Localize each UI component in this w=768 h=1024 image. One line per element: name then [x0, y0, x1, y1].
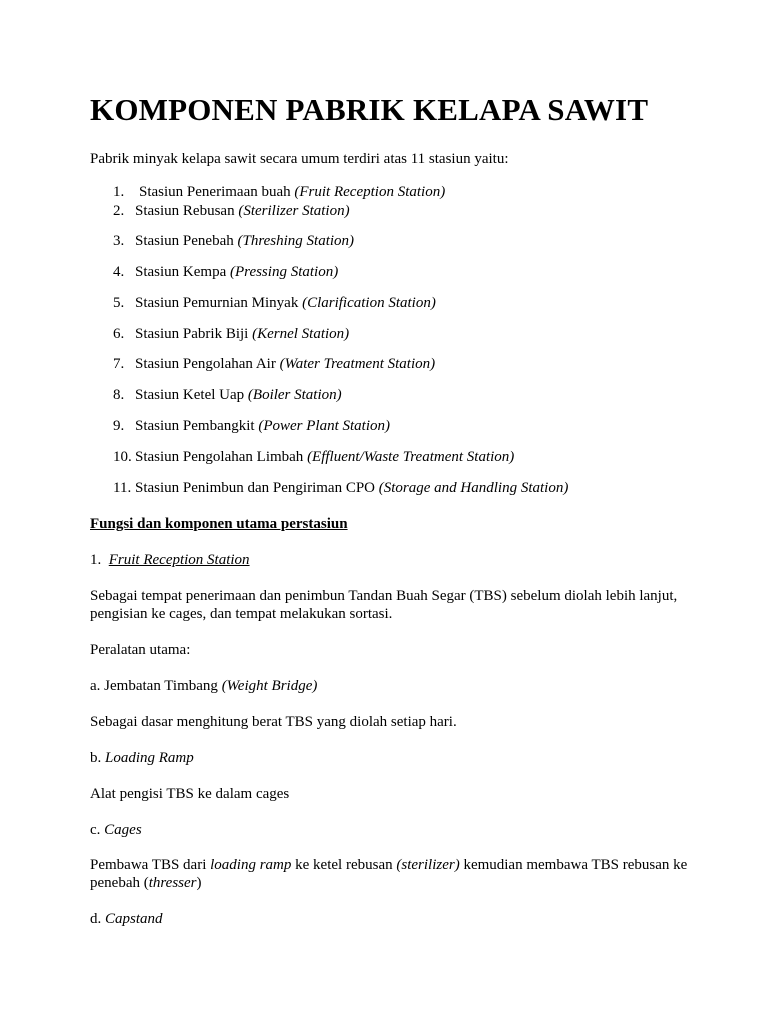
item-letter: a.	[90, 678, 101, 694]
list-number: 3.	[113, 233, 125, 249]
equipment-item-c-desc	[90, 856, 690, 892]
equipment-item-a-desc: Sebagai dasar menghitung berat TBS yang diolah setiap hari.	[90, 714, 457, 730]
list-item	[113, 479, 569, 497]
desc-text: ke ketel rebusan	[291, 857, 397, 873]
station-name: Stasiun Pabrik Biji	[135, 326, 249, 342]
equipment-item-c	[90, 821, 142, 839]
equipment-item-b	[90, 749, 194, 767]
station-name: Stasiun Penebah	[135, 233, 234, 249]
document-title: KOMPONEN PABRIK KELAPA SAWIT	[90, 92, 649, 127]
item-english: Capstand	[105, 911, 163, 927]
equipment-label: Peralatan utama:	[90, 642, 191, 658]
station-english: (Sterilizer Station)	[238, 203, 350, 219]
station-name: Stasiun Rebusan	[135, 203, 235, 219]
section1-description: Sebagai tempat penerimaan dan penimbun Tandan Buah Segar (TBS) sebelum diolah lebih lanjut, pengisian ke cages, dan tempat melakukan sortasi.	[90, 588, 678, 622]
item-letter: b.	[90, 750, 102, 766]
equipment-item-a	[90, 677, 317, 695]
list-item	[113, 263, 339, 281]
station-name: Stasiun Pengolahan Limbah	[135, 449, 304, 465]
list-item	[113, 202, 350, 220]
station-english: (Storage and Handling Station)	[378, 480, 569, 496]
section1-heading	[90, 551, 250, 569]
list-number: 7.	[113, 356, 125, 372]
station-english: (Boiler Station)	[247, 387, 342, 403]
list-item	[113, 386, 342, 404]
section1-title: Fruit Reception Station	[108, 552, 250, 568]
list-number: 6.	[113, 326, 125, 342]
list-number: 4.	[113, 264, 125, 280]
station-name: Stasiun Penimbun dan Pengiriman CPO	[135, 480, 375, 496]
section1-number: 1.	[90, 552, 102, 568]
equipment-item-d	[90, 910, 163, 928]
list-item	[113, 232, 355, 250]
list-number: 10.	[113, 449, 132, 465]
list-number: 9.	[113, 418, 125, 434]
desc-text: )	[196, 875, 202, 891]
list-number: 8.	[113, 387, 125, 403]
station-name: Stasiun Pengolahan Air	[135, 356, 276, 372]
station-name: Stasiun Pembangkit	[135, 418, 255, 434]
item-name: Jembatan Timbang	[104, 678, 218, 694]
list-item	[113, 183, 446, 201]
station-name: Stasiun Ketel Uap	[135, 387, 245, 403]
desc-text: Pembawa TBS dari	[90, 857, 211, 873]
item-english: Cages	[104, 822, 142, 838]
desc-italic: loading ramp	[210, 857, 292, 873]
list-number: 1.	[113, 184, 125, 200]
list-item	[113, 417, 390, 435]
station-english: (Kernel Station)	[252, 326, 350, 342]
list-item	[113, 448, 515, 466]
list-number: 2.	[113, 203, 125, 219]
station-english: (Fruit Reception Station)	[294, 184, 446, 200]
station-name: Stasiun Penerimaan buah	[139, 184, 291, 200]
item-letter: d.	[90, 911, 102, 927]
item-english: Loading Ramp	[105, 750, 194, 766]
desc-italic: thresser	[148, 875, 197, 891]
list-item	[113, 355, 436, 373]
station-english: (Pressing Station)	[230, 264, 339, 280]
station-english: (Power Plant Station)	[258, 418, 390, 434]
desc-text: kemudian membawa TBS rebusan ke penebah (	[90, 857, 688, 891]
list-item	[113, 325, 350, 343]
station-english: (Effluent/Waste Treatment Station)	[307, 449, 515, 465]
station-english: (Clarification Station)	[302, 295, 436, 311]
item-letter: c.	[90, 822, 101, 838]
equipment-item-b-desc: Alat pengisi TBS ke dalam cages	[90, 786, 290, 802]
item-english: (Weight Bridge)	[221, 678, 318, 694]
list-number: 5.	[113, 295, 125, 311]
station-english: (Water Treatment Station)	[279, 356, 436, 372]
intro-text: Pabrik minyak kelapa sawit secara umum terdiri atas 11 stasiun yaitu:	[90, 151, 509, 167]
desc-italic: (sterilizer)	[396, 857, 460, 873]
station-name: Stasiun Kempa	[135, 264, 227, 280]
list-item	[113, 294, 436, 312]
station-name: Stasiun Pemurnian Minyak	[135, 295, 299, 311]
station-english: (Threshing Station)	[237, 233, 355, 249]
section-heading: Fungsi dan komponen utama perstasiun	[90, 516, 348, 532]
list-number: 11.	[113, 480, 132, 496]
